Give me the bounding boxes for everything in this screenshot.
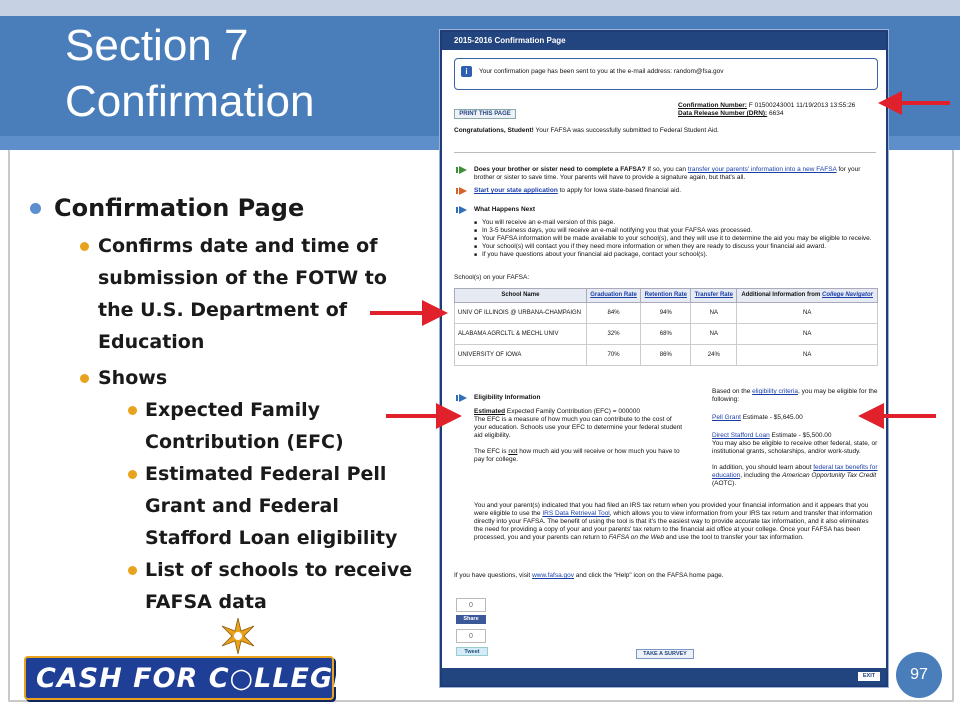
congrats-bold: Congratulations, Student! — [454, 127, 534, 134]
state-application-notice — [474, 187, 874, 195]
cell-retention: 86% — [641, 345, 691, 366]
irs-data-retrieval-link[interactable]: IRS Data Retrieval Tool — [542, 510, 610, 517]
cell-transfer: NA — [691, 324, 737, 345]
college-navigator-link[interactable]: College Navigator — [821, 292, 873, 298]
arrow-to-school-list — [368, 297, 450, 329]
confirmation-page-screenshot — [440, 30, 888, 687]
state-text: to apply for Iowa state-based financial aid. — [559, 187, 682, 194]
slide-title — [65, 18, 314, 130]
efc-description: The EFC is a measure of how much you can contribute to the cost of your education. Schools use your EFC to determine your federal student aid eligibility. — [474, 416, 683, 439]
tax-benefits-link[interactable]: federal tax benefits for education — [712, 464, 878, 479]
cell-transfer: 24% — [691, 345, 737, 366]
other-aid-text: You may also be eligible to receive other federal, state, or institutional grants, scholarships, and/or work-study. — [712, 440, 878, 455]
bullet-confirms-date: Confirms date and time of submission of the FOTW to the U.S. Department of Education — [28, 230, 428, 358]
col-additional-info: Additional Information from College Navigator — [737, 289, 878, 303]
top-strip — [0, 0, 960, 16]
conf-label: Confirmation Number: — [678, 102, 747, 109]
congrats-text: Your FAFSA was successfully submitted to Federal Student Aid. — [535, 127, 719, 134]
frame-left — [8, 150, 10, 700]
what-happens-next-title: What Happens Next — [474, 206, 536, 213]
slide-title-line2: Confirmation — [65, 77, 315, 126]
irs-drt-paragraph: You and your parent(s) indicated that you had filed an IRS tax return when you provided your financial information and it appears that you were eligible to use the IRS Data Retrieval Tool, which allows you to view information from your IRS tax return and transfer that information directly into your FAFSA. The benefit of using the tool is that it's the easiest way to provide accurate tax information, and it also eliminates the need for providing a copy of your and your parents' tax return to the financial aid office at your college. Once your FAFSA has been processed, you and your parents can return to FAFSA on the Web and use the tool to transfer your tax information. — [474, 502, 873, 541]
fafsa-gov-link[interactable]: www.fafsa.gov — [532, 572, 574, 579]
take-survey-button[interactable]: TAKE A SURVEY — [636, 649, 694, 659]
tax-benefits-text: In addition, you should learn about federal tax benefits for education, including the American Opportunity Tax Credit (AOTC). — [712, 464, 878, 487]
col-retention-rate[interactable]: Retention Rate — [641, 289, 691, 303]
cell-info: NA — [737, 303, 878, 324]
sibling-fafsa-notice — [474, 166, 874, 182]
frame-bottom — [8, 700, 954, 702]
transfer-parents-link[interactable]: transfer your parents' information into a new FAFSA — [687, 166, 837, 173]
info-icon: i — [461, 66, 472, 77]
logo-text: CASH FOR C○LLEGE — [36, 663, 353, 694]
state-application-link[interactable]: Start your state application — [474, 187, 558, 194]
list-item: ■ Your school(s) will contact you if they need more information or when they are ready to discuss your financial aid award. — [474, 243, 874, 251]
bullet-efc: Expected Family Contribution (EFC) — [28, 394, 428, 458]
col-transfer-rate[interactable]: Transfer Rate — [691, 289, 737, 303]
drn-value: 6634 — [769, 110, 784, 117]
sibling-text: If so, you can — [647, 166, 687, 173]
cell-transfer: NA — [691, 303, 737, 324]
drn-label: Data Release Number (DRN): — [678, 110, 768, 117]
table-row — [455, 324, 878, 345]
arrow-to-pell-estimate — [856, 400, 938, 432]
cell-retention: 68% — [641, 324, 691, 345]
list-item: ■ If you have questions about your financial aid package, contact your school(s). — [474, 251, 874, 259]
table-header-row — [455, 289, 878, 303]
cell-grad: 32% — [586, 324, 640, 345]
pell-estimate: Pell Grant Estimate - $5,645.00 — [712, 414, 803, 421]
cell-info: NA — [737, 324, 878, 345]
starburst-icon — [220, 618, 256, 654]
facebook-count: 0 — [456, 598, 486, 612]
print-page-button[interactable]: PRINT THIS PAGE — [454, 109, 516, 119]
list-item: ■ You will receive an e-mail version of this page. — [474, 219, 874, 227]
efc-estimated: Estimated — [474, 408, 506, 415]
list-item: ■ In 3-5 business days, you will receive an e-mail notifying you that your FAFSA was processed. — [474, 227, 874, 235]
stafford-loan-link[interactable]: Direct Stafford Loan — [712, 432, 770, 439]
state-arrow-icon — [456, 187, 467, 195]
email-notice-text: Your confirmation page has been sent to you at the e-mail address: random@fsa.gov — [479, 68, 724, 75]
page-number: 97 — [896, 652, 942, 698]
stafford-estimate: Direct Stafford Loan Estimate - $5,500.00 — [712, 432, 832, 439]
conf-value: F 01500243001 11/19/2013 13:55:26 — [748, 102, 856, 109]
efc-line — [474, 408, 684, 416]
eligibility-title: Eligibility Information — [474, 394, 541, 401]
criteria-text: Based on the eligibility criteria, you may be eligible for the following: — [712, 388, 878, 403]
table-row — [455, 303, 878, 324]
eligibility-criteria-link[interactable]: eligibility criteria — [752, 388, 798, 395]
arrow-to-confirmation-number — [876, 88, 952, 118]
cash-for-college-logo — [24, 656, 353, 700]
bullet-confirmation-page: Confirmation Page — [28, 190, 428, 226]
sibling-bold: Does your brother or sister need to complete a FAFSA? — [474, 166, 646, 173]
schools-label: School(s) on your FAFSA: — [454, 274, 530, 281]
slide-title-line1: Section 7 — [65, 21, 249, 70]
efc-value: Expected Family Contribution (EFC) = 000000 — [506, 408, 641, 415]
twitter-count: 0 — [456, 629, 486, 643]
arrow-to-efc — [384, 400, 464, 432]
bullet-school-list: List of schools to receive FAFSA data — [28, 554, 428, 618]
exit-button[interactable]: EXIT — [858, 672, 880, 681]
congrats-message — [454, 127, 874, 135]
email-notice — [454, 58, 878, 90]
screenshot-header: 2015-2016 Confirmation Page — [442, 32, 886, 50]
frame-right — [952, 150, 954, 700]
col-school-name: School Name — [455, 289, 587, 303]
cell-grad: 70% — [586, 345, 640, 366]
cell-school: ALABAMA AGRCLTL & MECHL UNIV — [455, 324, 587, 345]
bullet-pell-stafford: Estimated Federal Pell Grant and Federal Stafford Loan eligibility — [28, 458, 428, 554]
sibling-text2: for your brother or sister to save time. Your parents will have to provide a signature again, but that's all. — [474, 166, 861, 181]
sibling-arrow-icon — [456, 166, 467, 174]
cell-school: UNIVERSITY OF IOWA — [455, 345, 587, 366]
bullet-shows: Shows — [28, 362, 428, 394]
cell-school: UNIV OF ILLINOIS @ URBANA-CHAMPAIGN — [455, 303, 587, 324]
table-row — [455, 345, 878, 366]
efc-block — [474, 408, 684, 464]
col-graduation-rate[interactable]: Graduation Rate — [586, 289, 640, 303]
screenshot-footer — [442, 668, 886, 685]
divider — [454, 152, 876, 153]
schools-table — [454, 288, 878, 366]
bullet-list — [28, 190, 428, 618]
aid-estimates — [712, 388, 878, 488]
list-item: ■ Your FAFSA information will be made available to your school(s), and they will use it to determine the aid you may be eligible to receive. — [474, 235, 874, 243]
pell-grant-link[interactable]: Pell Grant — [712, 414, 741, 421]
next-arrow-icon — [456, 206, 467, 214]
cell-grad: 84% — [586, 303, 640, 324]
cell-retention: 94% — [641, 303, 691, 324]
efc-not-note: The EFC is not how much aid you will receive or how much you have to pay for college. — [474, 448, 680, 463]
confirmation-number — [678, 102, 878, 118]
cell-info: NA — [737, 345, 878, 366]
facebook-share-button[interactable]: Share — [456, 615, 486, 624]
tweet-button[interactable]: Tweet — [456, 647, 488, 656]
what-happens-next-list — [474, 219, 874, 259]
help-text: If you have questions, visit www.fafsa.gov and click the "Help" icon on the FAFSA home page. — [454, 572, 724, 579]
